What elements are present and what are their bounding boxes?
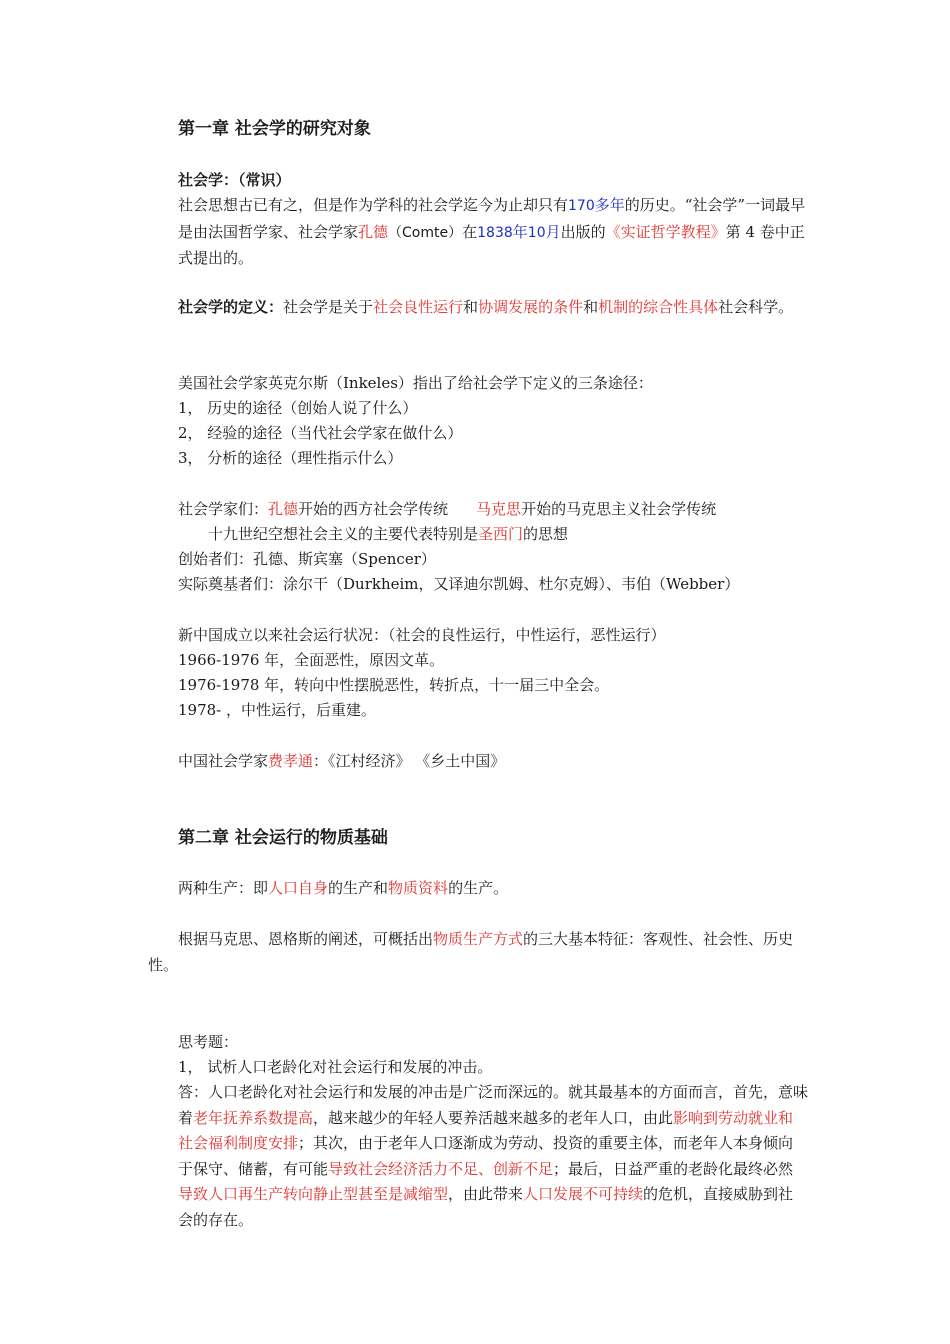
intro-yue: 月 <box>545 222 561 241</box>
ans-red-3: 导致社会经济活力不足、创新不足 <box>328 1159 554 1178</box>
fei-name: 费孝通 <box>268 752 314 770</box>
china-1976: 1976-1978 年，转向中性摆脱恶性，转折点，十一届三中全会。 <box>178 676 610 694</box>
ans-text-c: ；其次，由于老年人口逐渐成为劳动、投资的重要主体，而老年人本身倾向于保守、储蓄，有可能 <box>178 1134 794 1178</box>
intro-end: 第 4 卷中正式提出的。 <box>178 222 805 267</box>
two-text-c: 的生产。 <box>448 879 509 897</box>
production-mode <box>148 927 808 978</box>
def-text-3: 和 <box>583 298 599 316</box>
ans-text-f: 的危机，直接威胁到社会的存在。 <box>178 1185 794 1229</box>
def-red-2: 协调发展的条件 <box>478 298 584 316</box>
intro-comte: （Comte） <box>388 224 463 241</box>
ans-red-4: 导致人口再生产转向静止型甚至是减缩型 <box>178 1185 449 1203</box>
ans-red-1: 老年抚养系数提高 <box>193 1108 314 1127</box>
sociologists-line <box>178 497 808 523</box>
approach-item: 3， 分析的途径（理性指示什么） <box>178 449 403 467</box>
ans-text-d: ；最后，日益严重的老龄化最终必然 <box>553 1159 794 1178</box>
intro-chuban: 出版的 <box>560 222 606 241</box>
two-text-b: 的生产和 <box>328 879 389 897</box>
soc-text-e: 的思想 <box>523 525 569 543</box>
def-red-3: 机制的综合性具体 <box>598 298 719 316</box>
intro-zai: 在 <box>462 222 478 241</box>
sociology-definition <box>178 295 808 321</box>
mpm-red: 物质生产方式 <box>433 930 524 948</box>
two-red-1: 人口自身 <box>268 879 329 897</box>
intro-text: 社会思想古已有之，但是作为学科的社会学迄今为止却只有 <box>178 196 569 214</box>
intro-text-2: 的历史。“社会学”一词最早是由法国哲学家、社会学家 <box>178 196 806 241</box>
inkeles-intro: 美国社会学家英克尔斯（Inkeles）指出了给社会学下定义的三条途径： <box>178 374 653 392</box>
mpm-text-a: 根据马克思、恩格斯的阐述，可概括出 <box>178 930 434 948</box>
soc-text-a: 社会学家们： <box>178 500 269 518</box>
foundation-line: 实际奠基者们：涂尔干（Durkheim，又译迪尔凯姆、杜尔克姆）、韦伯（Webber） <box>178 575 740 593</box>
think-label: 思考题： <box>178 1033 239 1051</box>
ans-text-a: 答：人口老龄化对社会运行和发展的冲击是广泛而深远的。就其最基本的方面而言，首先，意味着 <box>178 1083 809 1127</box>
def-text-4: 社会科学。 <box>718 298 794 316</box>
soc-kongde: 孔德 <box>268 500 299 518</box>
sociology-intro <box>178 193 808 272</box>
sociology-heading: 社会学：（常识） <box>178 171 291 189</box>
two-red-2: 物质资料 <box>388 879 449 897</box>
soc-text-d: 十九世纪空想社会主义的主要代表特别是 <box>208 525 479 543</box>
approach-item: 2， 经验的途径（当代社会学家在做什么） <box>178 424 463 442</box>
ans-text-b: ，越来越少的年轻人要养活越来越多的老年人口，由此 <box>313 1108 674 1127</box>
ans-text-e: ，由此带来 <box>448 1185 524 1203</box>
intro-kongde: 孔德 <box>358 222 389 241</box>
founders-line: 创始者们：孔德、斯宾塞（Spencer） <box>178 550 436 568</box>
ans-red-2: 影响到劳动就业和社会福利制度安排 <box>178 1108 794 1152</box>
answer-paragraph <box>178 1080 808 1233</box>
intro-10: 10 <box>527 224 546 241</box>
intro-1838: 1838 <box>477 224 513 241</box>
intro-170: 170 <box>568 198 595 214</box>
definition-label: 社会学的定义： <box>178 298 284 316</box>
soc-marx: 马克思 <box>476 500 522 518</box>
fei-text-b: ：《江村经济》 《乡土中国》 <box>313 752 506 770</box>
intro-duo: 多年 <box>594 196 625 214</box>
fei-text-a: 中国社会学家 <box>178 752 269 770</box>
soc-text-b: 开始的西方社会学传统 <box>298 500 449 518</box>
intro-nian: 年 <box>512 222 528 241</box>
soc-saint-simon: 圣西门 <box>478 525 524 543</box>
china-1966: 1966-1976 年，全面恶性，原因文革。 <box>178 651 445 669</box>
mpm-text-b: 的三大基本特征：客观性、社会性、历史性。 <box>148 930 794 974</box>
chapter2-title: 第二章 社会运行的物质基础 <box>178 828 388 848</box>
def-text-2: 和 <box>463 298 479 316</box>
def-red-1: 社会良性运行 <box>373 298 464 316</box>
def-text-1: 社会学是关于 <box>283 298 374 316</box>
question-1: 1， 试析人口老龄化对社会运行和发展的冲击。 <box>178 1058 493 1076</box>
fei-xiaotong-line <box>178 749 808 775</box>
intro-book: 《实证哲学教程》 <box>605 222 726 241</box>
ans-red-5: 人口发展不可持续 <box>523 1185 644 1203</box>
china-operation-intro: 新中国成立以来社会运行状况：（社会的良性运行，中性运行，恶性运行） <box>178 626 666 644</box>
two-productions <box>178 876 808 902</box>
chapter1-title: 第一章 社会学的研究对象 <box>178 119 371 139</box>
approach-item: 1， 历史的途径（创始人说了什么） <box>178 399 418 417</box>
utopian-line <box>178 522 838 548</box>
soc-text-c: 开始的马克思主义社会学传统 <box>521 500 717 518</box>
two-text-a: 两种生产：即 <box>178 879 269 897</box>
china-1978: 1978- ，中性运行，后重建。 <box>178 701 377 719</box>
